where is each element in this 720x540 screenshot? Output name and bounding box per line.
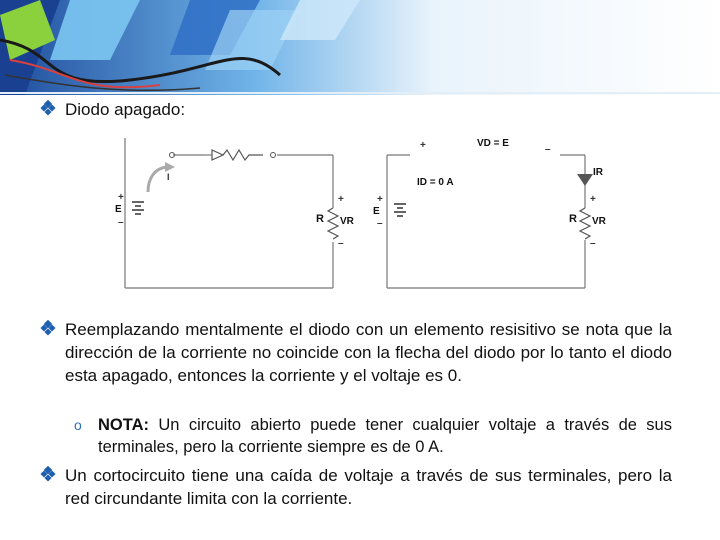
svg-text:+: + <box>420 140 426 151</box>
bullet-diodo-apagado <box>40 98 185 121</box>
resistor-right <box>580 208 590 239</box>
svg-text:+: + <box>590 194 596 205</box>
sub-bullet-nota <box>74 414 672 458</box>
svg-text:–: – <box>338 238 344 249</box>
bullet-explanation <box>40 318 672 387</box>
diode-current-label: ID = 0 A <box>417 177 454 188</box>
diode-resistor-equivalent <box>223 150 263 160</box>
bullet-cortocircuito <box>40 464 672 510</box>
nota-label: NOTA: <box>98 416 150 434</box>
svg-text:–: – <box>590 238 596 249</box>
svg-text:+: + <box>377 194 383 205</box>
left-circuit <box>115 138 355 288</box>
svg-text:–: – <box>545 144 551 155</box>
header-banner <box>0 0 720 95</box>
svg-text:–: – <box>118 217 124 228</box>
nota-text: Un circuito abierto puede tener cualquier voltaje a través de sus terminales, pero la corriente siempre es de 0 A. <box>98 416 672 456</box>
bullet-text: Reemplazando mentalmente el diodo con un elemento resisitivo se nota que la dirección de la corriente no coincide con la flecha del diodo por lo tanto el diodo esta apagado, entonces la corriente y el voltaje es 0. <box>65 320 672 385</box>
bullet-text: Un cortocircuito tiene una caída de voltaje a través de sus terminales, pero la red circundante limita con la corriente. <box>65 466 672 508</box>
bullet-text: Diodo apagado: <box>65 100 186 119</box>
diamond-bullet-icon <box>40 100 56 116</box>
circuit-diagram <box>105 130 615 297</box>
resistor-current-label: IR <box>593 167 603 178</box>
svg-text:–: – <box>377 218 383 229</box>
voltage-label-right: VR <box>592 216 606 227</box>
diamond-bullet-icon <box>40 466 56 482</box>
voltage-label: VR <box>340 216 354 227</box>
svg-text:+: + <box>338 194 344 205</box>
svg-text:+: + <box>118 192 124 203</box>
resistor-label: R <box>316 213 324 225</box>
resistor <box>328 208 338 239</box>
resistor-current-arrow <box>577 174 593 186</box>
circle-bullet-icon: o <box>74 417 82 433</box>
current-arrow <box>148 167 167 192</box>
source-label: E <box>115 204 122 215</box>
diode-voltage-label: VD = E <box>477 138 509 149</box>
current-label: I <box>167 172 170 182</box>
source-label-right: E <box>373 206 380 217</box>
diamond-bullet-icon <box>40 320 56 336</box>
resistor-label-right: R <box>569 213 577 225</box>
right-circuit <box>373 138 607 288</box>
